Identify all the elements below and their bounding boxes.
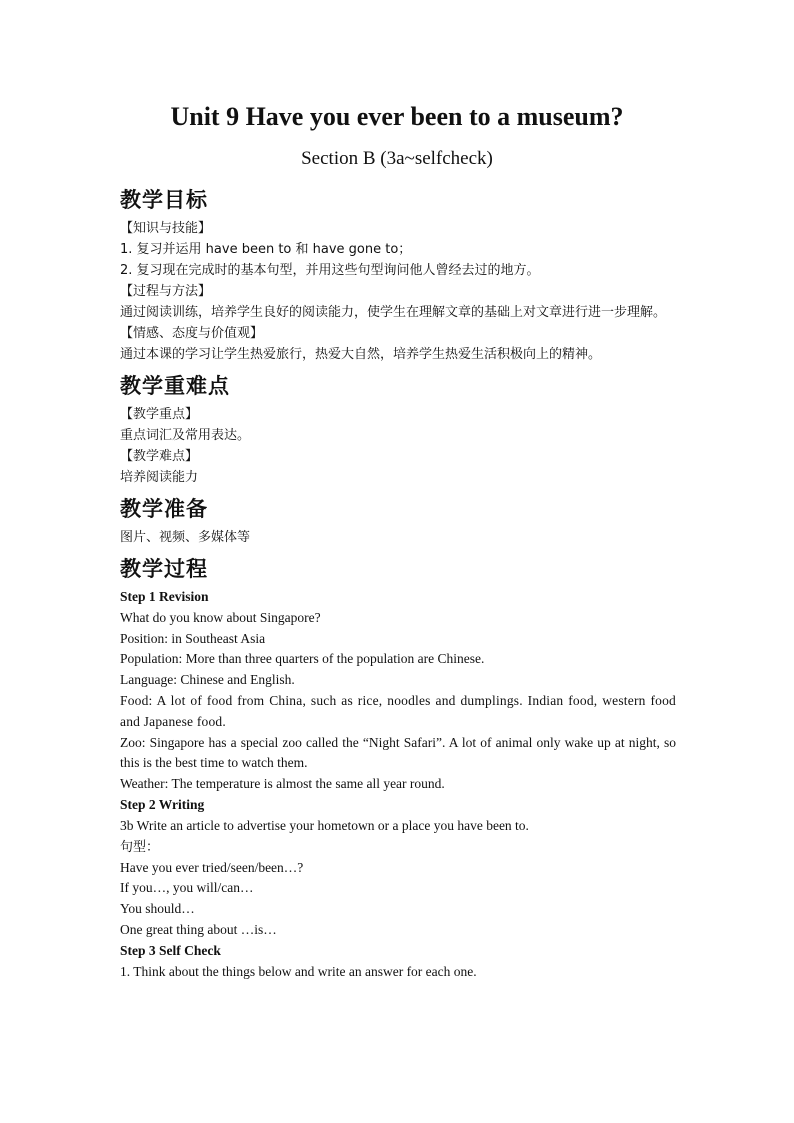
knowledge-item-2: 2. 复习现在完成时的基本句型，并用这些句型询问他人曾经去过的地方。 (120, 263, 540, 278)
difficulty-label: 【教学难点】 (120, 449, 199, 464)
document-body (120, 185, 676, 982)
knowledge-label: 【知识与技能】 (120, 221, 212, 236)
section-heading-preparation: 教学准备 (120, 497, 208, 521)
step1-line: Zoo: Singapore has a special zoo called the “Night Safari”. A lot of animal only wake up at night, so this is the best time to watch them. (120, 734, 676, 771)
step3-title: Step 3 Self Check (120, 942, 221, 958)
process-text: 通过阅读训练，培养学生良好的阅读能力，使学生在理解文章的基础上对文章进行进一步理解。 (120, 305, 667, 320)
focus-text: 重点词汇及常用表达。 (120, 428, 251, 443)
document-subtitle: Section B (3a~selfcheck) (301, 148, 493, 169)
step2-pattern-label: 句型： (120, 839, 160, 855)
preparation-text: 图片、视频、多媒体等 (120, 530, 251, 545)
step2-task: 3b Write an article to advertise your hometown or a place you have been to. (120, 817, 529, 833)
document-title: Unit 9 Have you ever been to a museum? (170, 102, 624, 131)
difficulty-text: 培养阅读能力 (120, 470, 199, 485)
focus-label: 【教学重点】 (120, 407, 199, 422)
step1-line: Food: A lot of food from China, such as rice, noodles and dumplings. Indian food, western food and Japanese food. (120, 692, 676, 729)
step2-pattern: Have you ever tried/seen/been…? (120, 859, 304, 875)
step2-pattern: One great thing about …is… (120, 921, 277, 937)
step3-task: 1. Think about the things below and write an answer for each one. (120, 963, 477, 979)
section-heading-process: 教学过程 (120, 557, 208, 581)
step2-pattern: You should… (120, 901, 195, 917)
emotion-text: 通过本课的学习让学生热爱旅行，热爱大自然，培养学生热爱生活积极向上的精神。 (120, 347, 602, 362)
step1-line: Weather: The temperature is almost the same all year round. (120, 776, 445, 792)
step1-line: What do you know about Singapore? (120, 609, 321, 625)
step2-title: Step 2 Writing (120, 796, 205, 812)
step1-line: Population: More than three quarters of the population are Chinese. (120, 651, 485, 667)
section-heading-key-points: 教学重难点 (120, 374, 230, 398)
section-heading-objectives: 教学目标 (120, 188, 208, 212)
step1-line: Language: Chinese and English. (120, 672, 295, 688)
step2-pattern: If you…, you will/can… (120, 880, 254, 896)
knowledge-item-1: 1. 复习并运用 have been to 和 have gone to； (120, 242, 412, 257)
emotion-label: 【情感、态度与价值观】 (120, 326, 264, 341)
step1-title: Step 1 Revision (120, 589, 209, 604)
process-label: 【过程与方法】 (120, 284, 212, 299)
step1-line: Position: in Southeast Asia (120, 630, 266, 646)
